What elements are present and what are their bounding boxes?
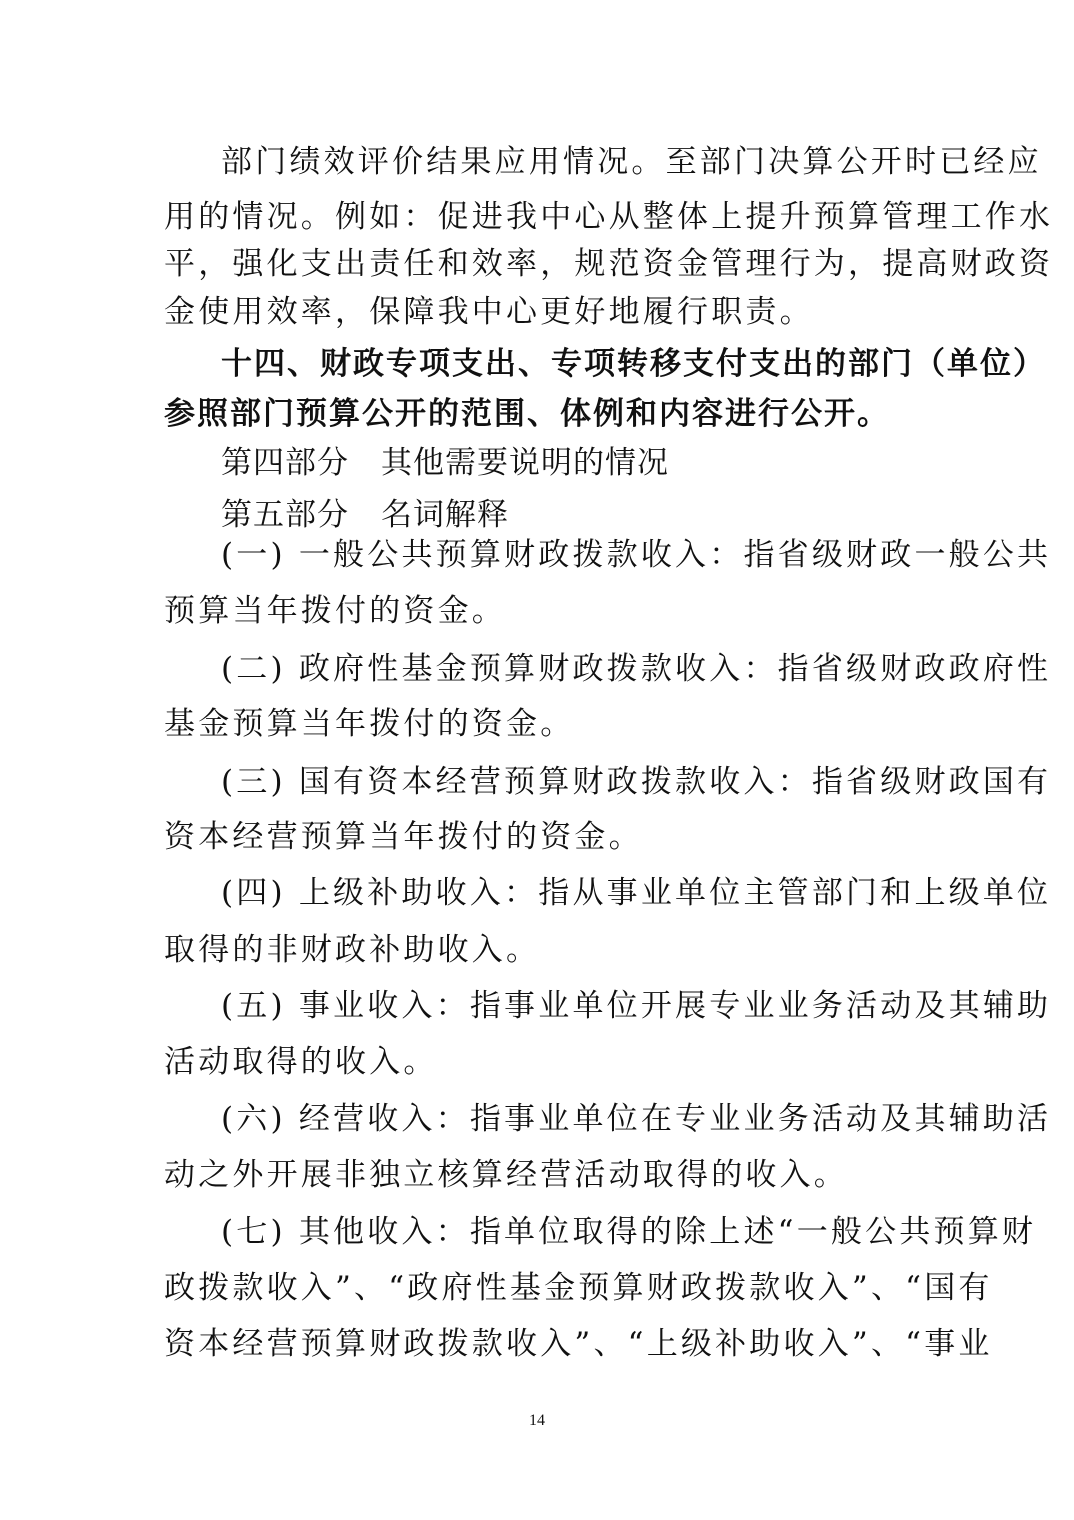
paragraph-line: 政拨款收入”、“政府性基金预算财政拨款收入”、“国有	[164, 1270, 993, 1306]
part-heading: 第四部分 其他需要说明的情况	[221, 445, 669, 481]
section-heading-line: 参照部门预算公开的范围、体例和内容进行公开。	[164, 396, 890, 432]
paragraph-line: 资本经营预算财政拨款收入”、“上级补助收入”、“事业	[164, 1326, 993, 1362]
paragraph-line: (三) 国有资本经营预算财政拨款收入：指省级财政国有	[221, 764, 1052, 800]
paragraph-line: 金使用效率，保障我中心更好地履行职责。	[164, 294, 814, 330]
paragraph-line: 部门绩效评价结果应用情况。至部门决算公开时已经应	[221, 144, 1042, 180]
paragraph-line: 动之外开展非独立核算经营活动取得的收入。	[164, 1157, 848, 1193]
paragraph-line: (四) 上级补助收入：指从事业单位主管部门和上级单位	[221, 875, 1052, 911]
paragraph-line: 取得的非财政补助收入。	[164, 932, 541, 968]
paragraph-line: 资本经营预算当年拨付的资金。	[164, 819, 643, 855]
paragraph-line: 用的情况。例如：促进我中心从整体上提升预算管理工作水	[164, 199, 1054, 235]
paragraph-line: 活动取得的收入。	[164, 1044, 438, 1080]
part-heading: 第五部分 名词解释	[221, 497, 509, 533]
section-heading-line: 十四、财政专项支出、专项转移支付支出的部门（单位）	[221, 346, 1046, 382]
paragraph-line: (七) 其他收入：指单位取得的除上述“一般公共预算财	[221, 1214, 1037, 1250]
page-number: 14	[529, 1412, 545, 1429]
paragraph-line: 预算当年拨付的资金。	[164, 593, 506, 629]
paragraph-line: (五) 事业收入：指事业单位开展专业业务活动及其辅助	[221, 988, 1052, 1024]
paragraph-line: (二) 政府性基金预算财政拨款收入：指省级财政政府性	[221, 651, 1052, 687]
paragraph-line: 基金预算当年拨付的资金。	[164, 706, 575, 742]
paragraph-line: 平，强化支出责任和效率，规范资金管理行为，提高财政资	[164, 246, 1054, 282]
paragraph-line: (六) 经营收入：指事业单位在专业业务活动及其辅助活	[221, 1101, 1052, 1137]
paragraph-line: (一) 一般公共预算财政拨款收入：指省级财政一般公共	[221, 537, 1052, 573]
